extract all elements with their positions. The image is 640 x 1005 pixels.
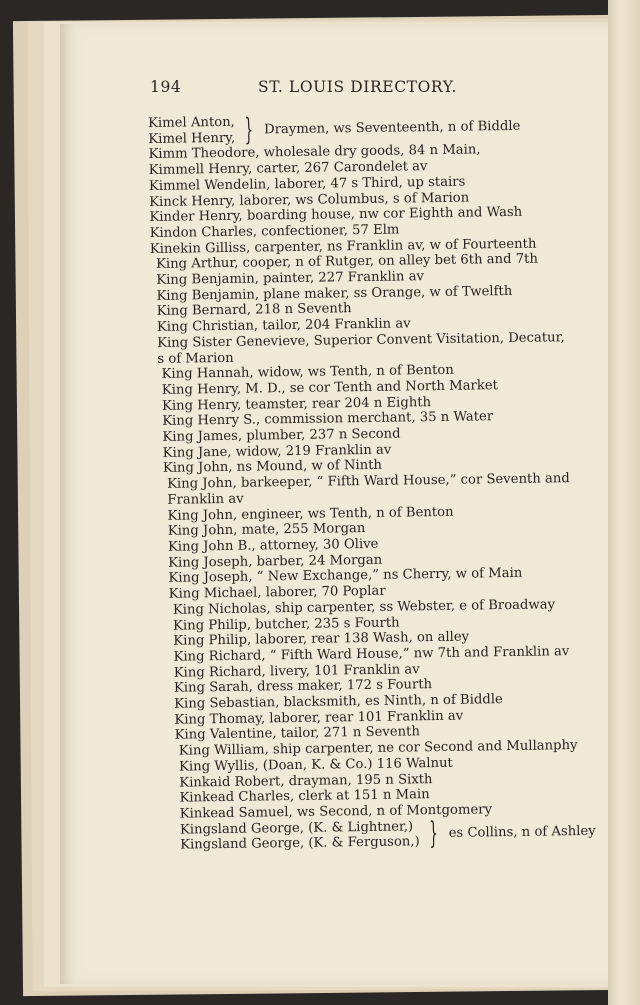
list-item: King Philip, laborer, rear 138 Wash, on alley (173, 629, 470, 649)
list-item: King Benjamin, painter, 227 Franklin av (156, 269, 425, 288)
list-item-continuation: s of Marion (157, 350, 234, 367)
list-item: King Philip, butcher, 235 s Fourth (173, 615, 400, 634)
list-item: Kimel Anton, (148, 114, 235, 131)
page-header (150, 78, 580, 100)
list-item: King Hannah, widow, ws Tenth, n of Benton (161, 363, 454, 383)
list-item: King John, barkeeper, “ Fifth Ward House,” cor Seventh and (167, 471, 570, 492)
list-item: Kinkead Samuel, ws Second, n of Montgomery (179, 802, 493, 822)
list-item: Kinder Henry, boarding house, nw cor Eighth and Wash (149, 205, 523, 226)
list-item: King John, ns Mound, w of Ninth (162, 458, 383, 477)
list-item: King Joseph, “ New Exchange,” ns Cherry, w of Main (168, 566, 523, 587)
page-title: ST. LOUIS DIRECTORY. (258, 78, 458, 96)
list-item: King John B., attorney, 30 Olive (167, 536, 379, 555)
list-item: King Wyllis, (Doan, K. & Co.) 116 Walnut (178, 755, 453, 775)
list-item-continuation: Franklin av (167, 491, 244, 508)
grouped-names (148, 115, 235, 148)
list-item: King Benjamin, plane maker, ss Orange, w of Twelfth (156, 283, 513, 304)
list-item: King Henry, M. D., se cor Tenth and North Market (161, 378, 499, 398)
list-item: King John, engineer, ws Tenth, n of Benton (167, 504, 454, 524)
list-item: Kinkead Charles, clerk at 151 n Main (179, 787, 430, 806)
list-item: King John, mate, 255 Morgan (167, 521, 366, 540)
list-item: Kinekin Gilliss, carpenter, ns Franklin av, w of Fourteenth (149, 236, 537, 257)
list-item: King Nicholas, ship carpenter, ss Webster, e of Broadway (172, 597, 556, 618)
list-item: Kingsland George, (K. & Lightner,) (179, 819, 414, 838)
list-item: Kingsland George, (K. & Ferguson,) (180, 834, 420, 853)
directory-entries (148, 110, 608, 854)
book-spine (608, 0, 640, 1005)
list-item: King Sister Genevieve, Superior Convent Visitation, Decatur, (157, 330, 565, 351)
list-item: King Thomay, laborer, rear 101 Franklin av (174, 708, 464, 728)
list-item: King Valentine, tailor, 271 n Seventh (174, 724, 421, 744)
shared-occupation: Draymen, ws Seventeenth, n of Biddle (263, 118, 521, 138)
list-item: Kinkaid Robert, drayman, 195 n Sixth (179, 771, 433, 791)
shared-address: es Collins, n of Ashley (448, 824, 596, 842)
list-item: King Henry, teamster, rear 204 n Eighth (161, 394, 432, 414)
list-item: King Bernard, 218 n Seventh (156, 301, 352, 320)
grouped-entry (158, 816, 608, 854)
list-item: King William, ship carpenter, ne cor Second and Mullanphy (178, 738, 578, 759)
list-item: King Michael, laborer, 70 Poplar (168, 583, 386, 602)
list-item: Kinck Henry, laborer, ws Columbus, s of Marion (149, 190, 470, 210)
list-item: King Richard, “ Fifth Ward House,” nw 7th and Franklin av (173, 644, 570, 665)
brace-icon: } (243, 112, 254, 148)
list-item: King Christian, tailor, 204 Franklin av (156, 316, 411, 336)
grouped-names (180, 819, 420, 854)
brace-icon: } (428, 816, 438, 852)
list-item: Kimmel Wendelin, laborer, 47 s Third, up stairs (148, 174, 466, 194)
list-item: Kimm Theodore, wholesale dry goods, 84 n Main, (148, 142, 481, 163)
list-item: King James, plumber, 237 n Second (162, 426, 401, 445)
list-item: King Sarah, dress maker, 172 s Fourth (173, 677, 433, 697)
list-item: Kimmell Henry, carter, 267 Carondelet av (148, 159, 428, 179)
page-number: 194 (150, 78, 182, 96)
list-item: King Richard, livery, 101 Franklin av (173, 661, 420, 681)
list-item: Kindon Charles, confectioner, 57 Elm (149, 222, 400, 241)
list-item: King Arthur, cooper, n of Rutger, on alley bet 6th and 7th (155, 251, 539, 273)
list-item: King Jane, widow, 219 Franklin av (162, 442, 392, 461)
list-item: King Sebastian, blacksmith, es Ninth, n of Biddle (174, 692, 503, 712)
list-item: Kimel Henry, (148, 130, 236, 147)
list-item: King Henry S., commission merchant, 35 n Water (162, 409, 494, 430)
list-item: King Joseph, barber, 24 Morgan (168, 552, 383, 571)
